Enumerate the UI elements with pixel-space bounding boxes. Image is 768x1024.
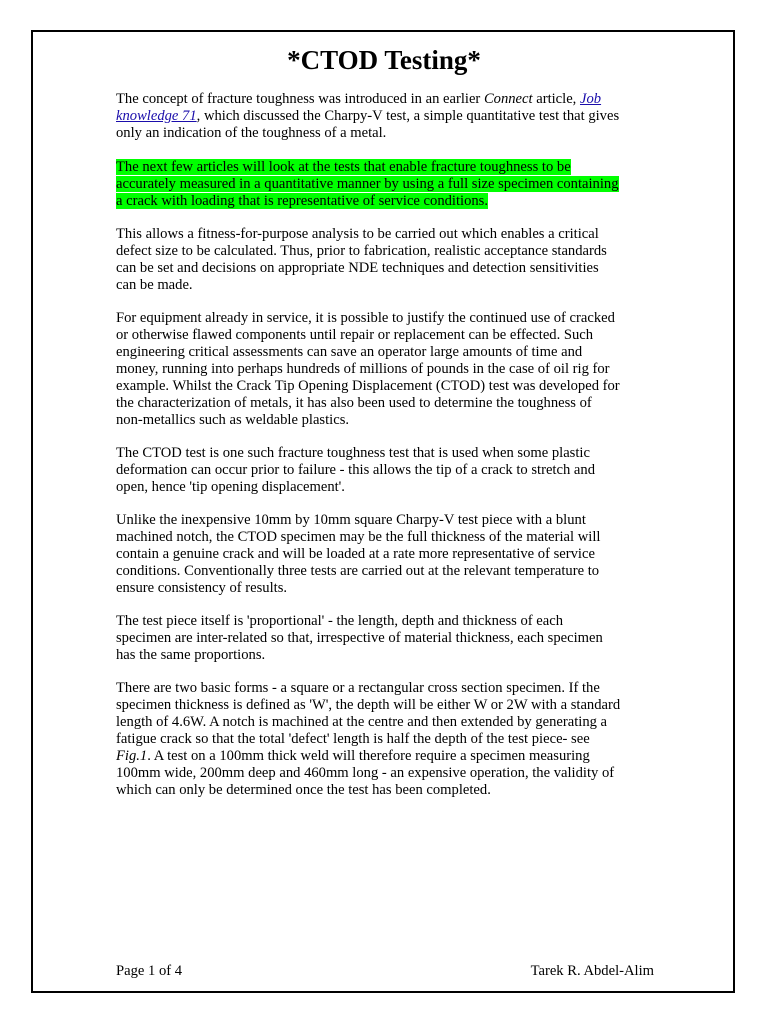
text-line: Unlike the inexpensive 10mm by 10mm square Charpy-V test piece with a blunt bbox=[116, 512, 586, 528]
text-line: conditions. Conventionally three tests are carried out at the relevant temperature to bbox=[116, 563, 600, 579]
job-knowledge-link[interactable]: knowledge 71 bbox=[116, 108, 197, 124]
text-line: fatigue crack so that the total 'defect' length is half the depth of the test piece- see bbox=[116, 731, 590, 747]
paragraph-basic-forms bbox=[116, 680, 656, 799]
page-title: *CTOD Testing* bbox=[287, 45, 481, 75]
highlighted-text: The next few articles will look at the tests that enable fracture toughness to be bbox=[116, 159, 571, 175]
text-line: contain a genuine crack and will be loaded at a rate more representative of service bbox=[116, 546, 595, 562]
text-line: ensure consistency of results. bbox=[116, 580, 288, 596]
text-line: or otherwise flawed components until repair or replacement can be effected. Such bbox=[116, 327, 594, 343]
paragraph-ctod-test bbox=[116, 445, 656, 496]
text-line: can be made. bbox=[116, 277, 193, 293]
connect-italic: Connect bbox=[483, 91, 533, 107]
text-line: which can only be determined once the test has been completed. bbox=[116, 782, 491, 798]
text-line: has the same proportions. bbox=[116, 647, 266, 663]
paragraph-intro bbox=[116, 91, 656, 142]
text-line: open, hence 'tip opening displacement'. bbox=[116, 479, 345, 495]
text-line: The test piece itself is 'proportional' - the length, depth and thickness of each bbox=[116, 613, 563, 629]
figure-reference: Fig.1 bbox=[116, 748, 148, 764]
highlighted-text: accurately measured in a quantitative manner by using a full size specimen containing bbox=[116, 176, 619, 192]
text-line: defect size to be calculated. Thus, prior to fabrication, realistic acceptance standards bbox=[116, 243, 607, 259]
text-line: non-metallics such as weldable plastics. bbox=[116, 412, 350, 428]
text: . A test on a 100mm thick weld will therefore require a specimen measuring bbox=[147, 748, 590, 764]
text: The concept of fracture toughness was introduced in an earlier bbox=[116, 91, 484, 107]
text-line: can be set and decisions on appropriate NDE techniques and detection sensitivities bbox=[116, 260, 599, 276]
page-number: Page 1 of 4 bbox=[116, 963, 183, 979]
text: , which discussed the Charpy-V test, a simple quantitative test that gives bbox=[196, 108, 620, 124]
text-line: There are two basic forms - a square or a rectangular cross section specimen. If the bbox=[116, 680, 600, 696]
text-line: 100mm wide, 200mm deep and 460mm long - an expensive operation, the validity of bbox=[116, 765, 615, 781]
paragraph-highlighted bbox=[116, 159, 656, 210]
text-line: deformation can occur prior to failure - this allows the tip of a crack to stretch and bbox=[116, 462, 595, 478]
paragraph-charpy bbox=[116, 512, 656, 597]
text-line: only an indication of the toughness of a metal. bbox=[116, 125, 387, 141]
paragraph-in-service bbox=[116, 310, 656, 429]
text: article, bbox=[532, 91, 580, 107]
text-line: specimen are inter-related so that, irrespective of material thickness, each specimen bbox=[116, 630, 603, 646]
text-line: The CTOD test is one such fracture toughness test that is used when some plastic bbox=[116, 445, 590, 461]
text-line: example. Whilst the Crack Tip Opening Displacement (CTOD) test was developed for bbox=[116, 378, 620, 394]
text-line: length of 4.6W. A notch is machined at the centre and then extended by generating a bbox=[116, 714, 608, 730]
text-line: For equipment already in service, it is possible to justify the continued use of cracked bbox=[116, 310, 615, 326]
highlighted-text: a crack with loading that is representative of service conditions. bbox=[116, 193, 489, 209]
text-line: This allows a fitness-for-purpose analysis to be carried out which enables a critical bbox=[116, 226, 599, 242]
text-line: money, running into perhaps hundreds of millions of pounds in the case of oil rig for bbox=[116, 361, 610, 377]
text-line: engineering critical assessments can save an operator large amounts of time and bbox=[116, 344, 583, 360]
paragraph-proportional bbox=[116, 613, 656, 664]
job-knowledge-link[interactable]: Job bbox=[579, 91, 602, 107]
text-line: the characterization of metals, it has also been used to determine the toughness of bbox=[116, 395, 592, 411]
text-line: specimen thickness is defined as 'W', the depth will be either W or 2W with a standard bbox=[116, 697, 621, 713]
author-name: Tarek R. Abdel-Alim bbox=[530, 963, 654, 979]
paragraph-fitness bbox=[116, 226, 656, 294]
text-line: machined notch, the CTOD specimen may be the full thickness of the material will bbox=[116, 529, 601, 545]
